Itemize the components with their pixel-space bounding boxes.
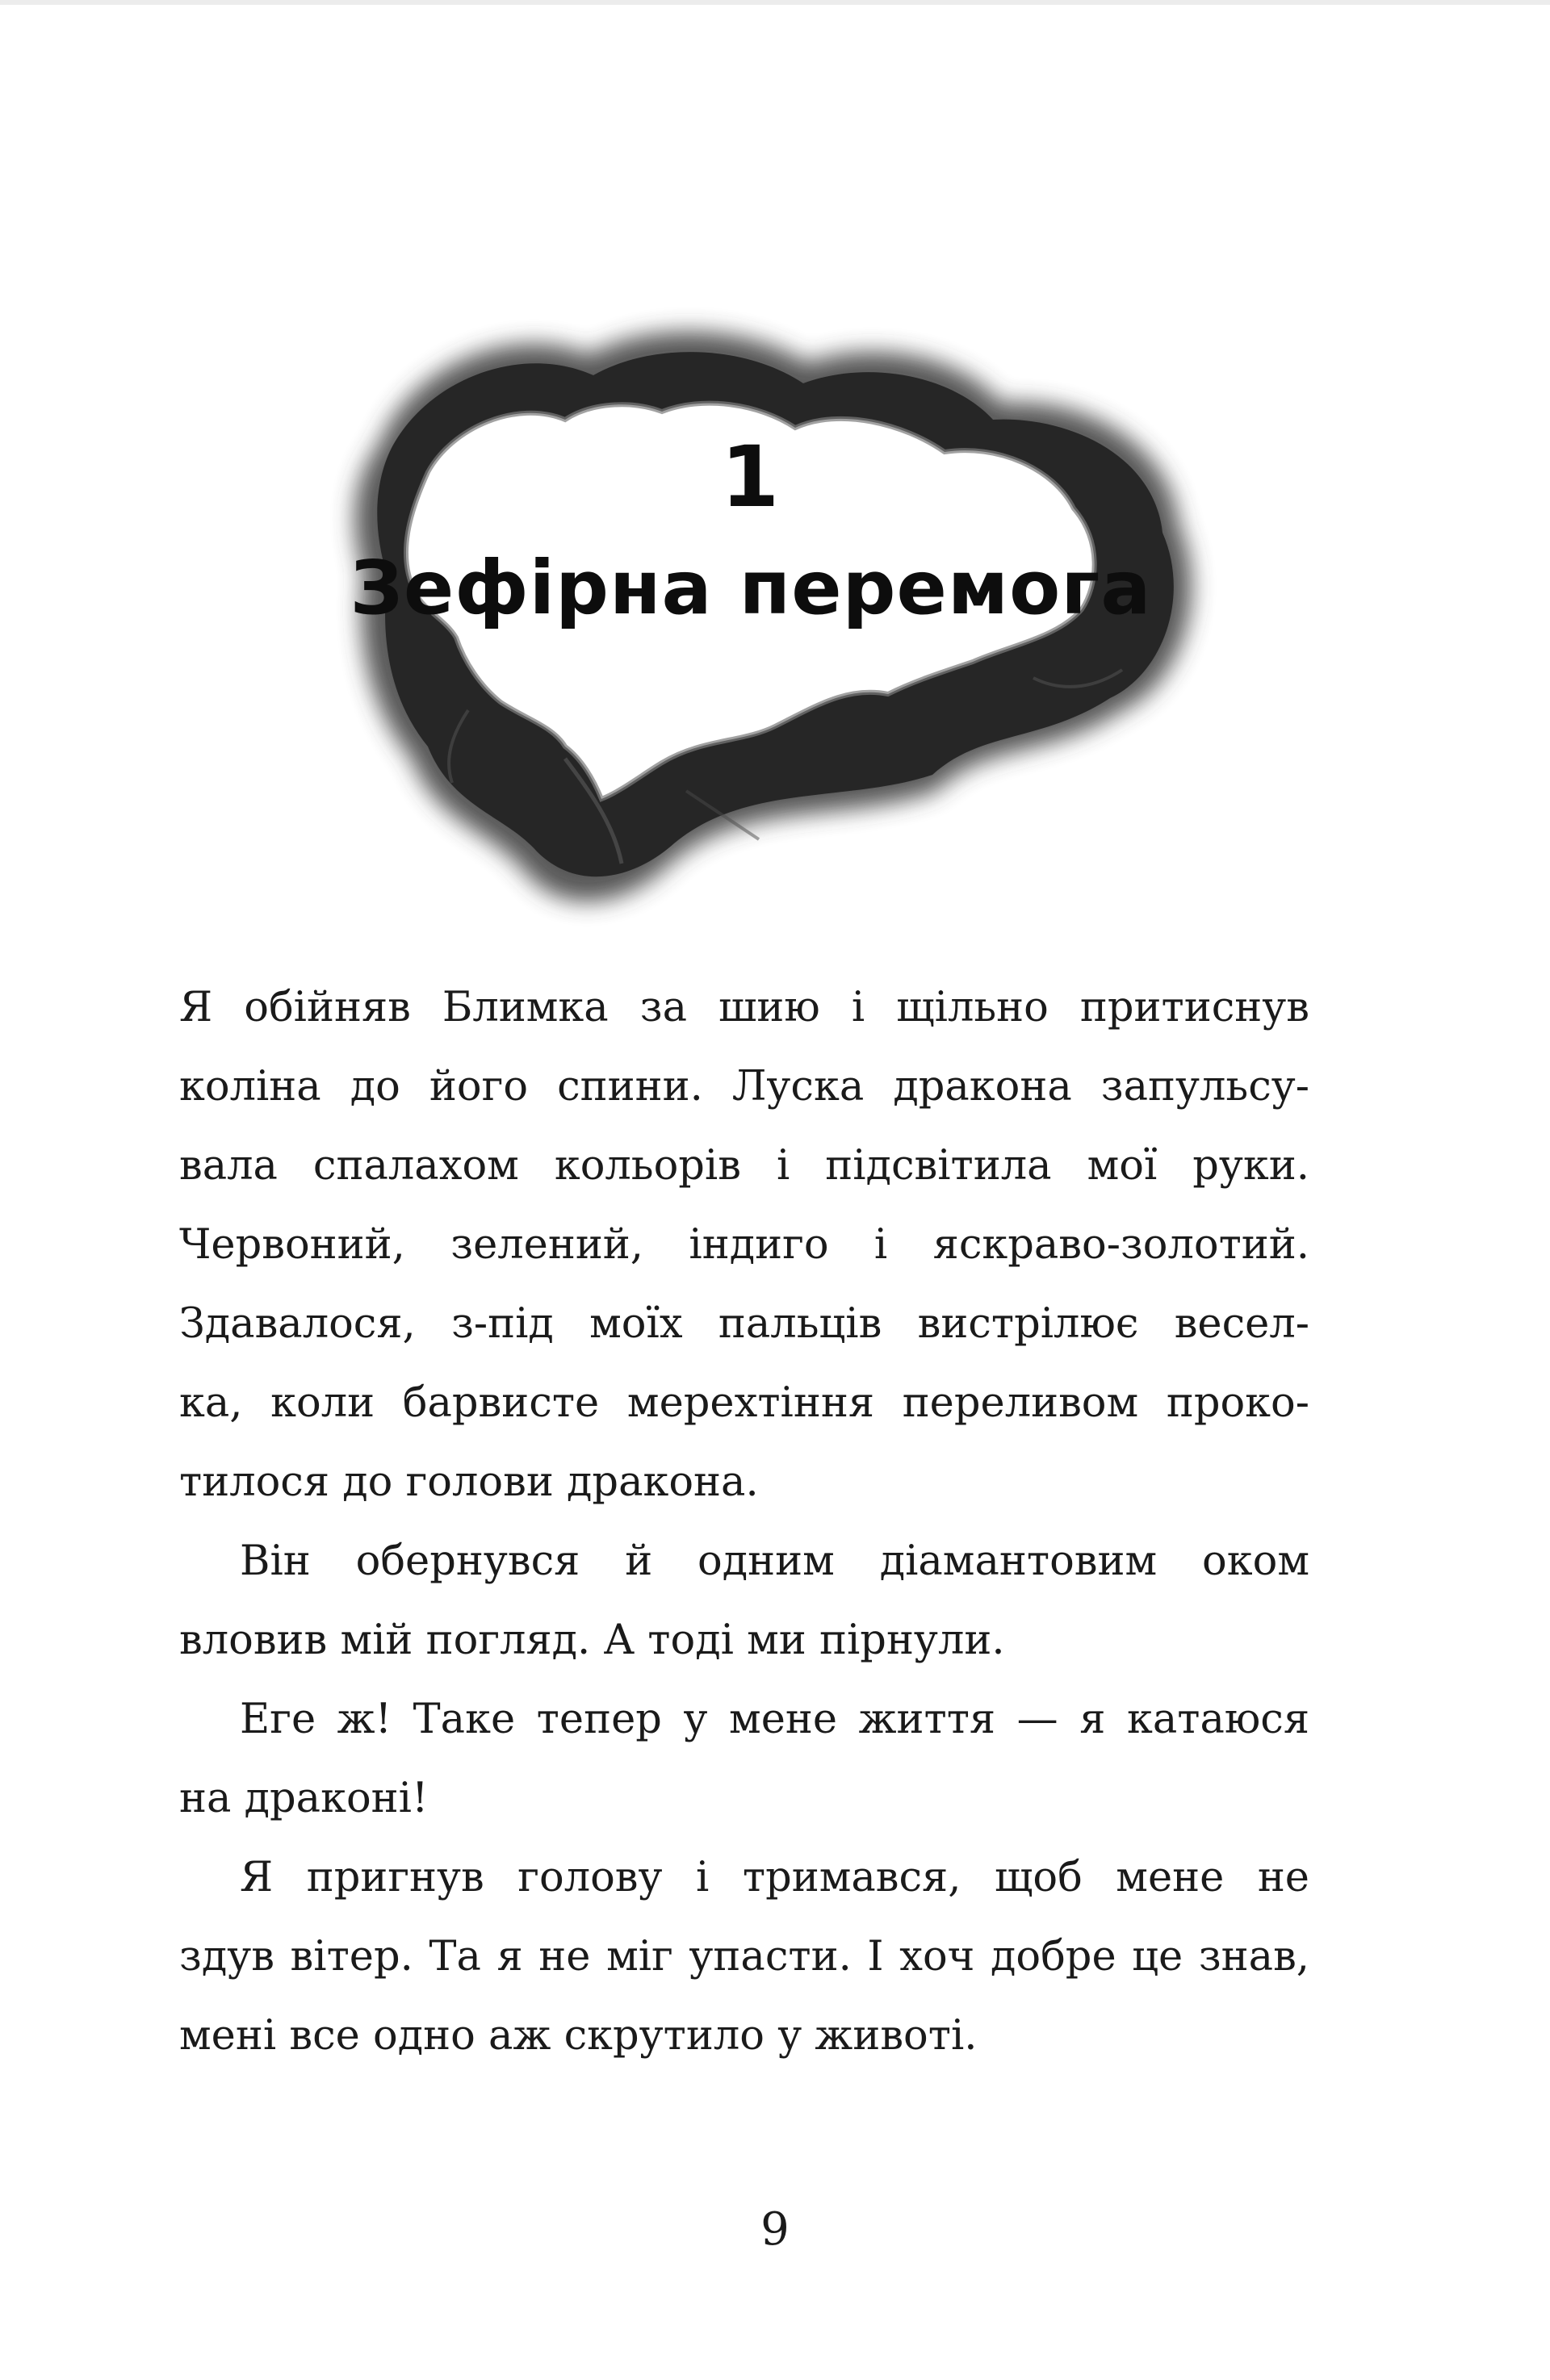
text-line: здув вітер. Та я не міг упасти. І хоч добре це знав, xyxy=(179,1933,1309,1981)
paragraph-4 xyxy=(179,1838,1309,2076)
text-line: Він обернувся й одним діамантовим оком xyxy=(240,1537,1309,1585)
text-line: Я обійняв Блимка за шию і щільно притиснув xyxy=(179,984,1309,1031)
paragraph-2 xyxy=(179,1522,1309,1680)
text-line: ка, коли барвисте мерехтіння переливом проко- xyxy=(179,1379,1309,1427)
paragraph-1 xyxy=(179,968,1309,1522)
page-top-edge xyxy=(0,0,1550,5)
chapter-title: Зефірна перемога xyxy=(350,545,1152,631)
text-line: коліна до його спини. Луска дракона запульсу- xyxy=(179,1063,1309,1111)
page-number: 9 xyxy=(760,2203,790,2256)
text-line: вловив мій погляд. А тоді ми пірнули. xyxy=(179,1617,1005,1664)
text-line: на драконі! xyxy=(179,1775,429,1822)
text-line: Здавалося, з-під моїх пальців вистрілює весел- xyxy=(179,1300,1309,1348)
chapter-header xyxy=(323,307,1243,952)
text-line: Еге ж! Таке тепер у мене життя — я катаюся xyxy=(240,1696,1309,1743)
text-line: мені все одно аж скрутило у животі. xyxy=(179,2012,978,2060)
paragraph-3 xyxy=(179,1680,1309,1838)
chapter-number: 1 xyxy=(720,428,781,526)
text-line: тилося до голови дракона. xyxy=(179,1458,759,1506)
chapter-body xyxy=(179,968,1309,2076)
text-line: Я пригнув голову і тримався, щоб мене не xyxy=(240,1854,1309,1901)
text-line: вала спалахом кольорів і підсвітила мої руки. xyxy=(179,1142,1309,1190)
text-line: Червоний, зелений, індиго і яскраво-золотий. xyxy=(179,1221,1309,1269)
